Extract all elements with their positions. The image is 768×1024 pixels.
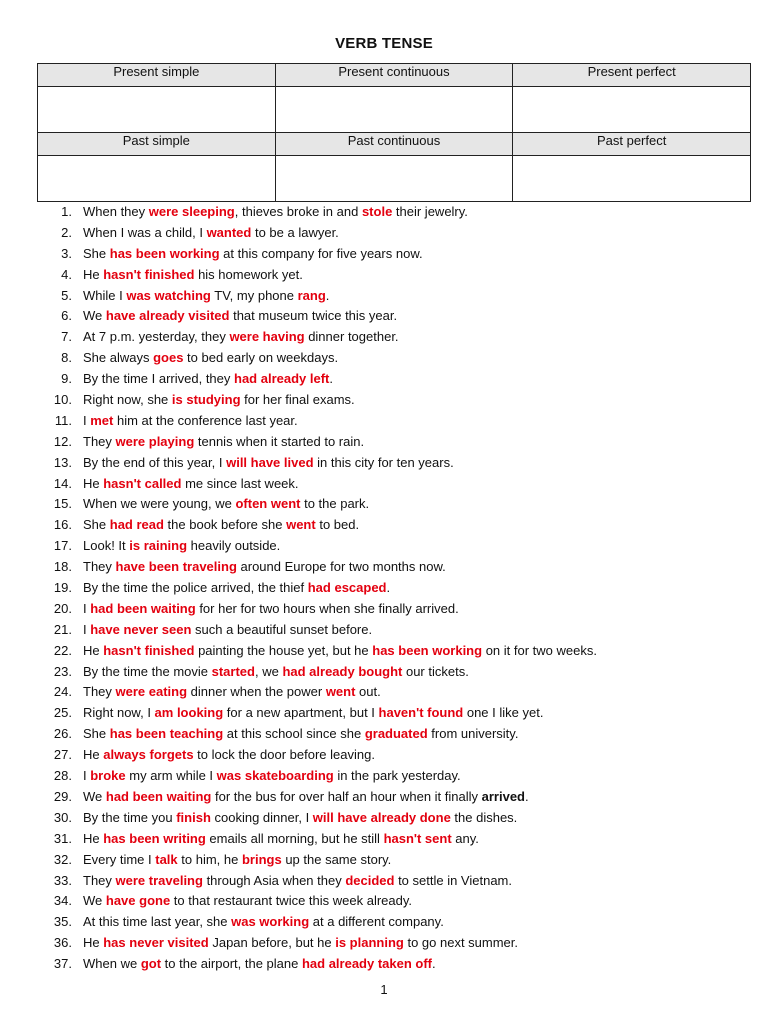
sentence-number: 22. [53,642,72,658]
bold-verb: arrived [481,788,525,804]
sentence-fragment: We [83,893,106,909]
sentence-number: 28. [53,768,72,784]
sentence-fragment: When they [83,204,149,219]
sentence-text [83,474,299,495]
sentence-text [83,286,329,307]
sentence-fragment: She always [83,350,154,366]
sentence-fragment: He [83,642,104,658]
sentence-number: 18. [53,559,72,575]
verb-answer: has been working [109,245,220,261]
sentence-fragment: TV, my phone [210,287,298,303]
blank-cell [513,87,751,133]
sentence-item [0,641,768,662]
sentence-item [0,306,768,327]
page-number: 1 [380,982,388,997]
tense-table [37,63,751,202]
sentence-text [83,536,280,557]
tense-table-blank-row [38,87,751,133]
blank-cell [275,156,513,202]
sentence-fragment: At this time last year, she [83,914,232,930]
verb-answer: had already bought [282,663,403,679]
sentence-number: 19. [53,580,72,596]
header-past-simple: Past simple [38,133,276,156]
sentence-fragment: to be a lawyer. [251,224,339,240]
sentence-fragment: They [83,872,116,888]
sentence-number: 7. [61,329,72,345]
sentence-fragment: She [83,726,110,742]
sentence-fragment: I [83,600,91,616]
header-present-continuous: Present continuous [275,64,513,87]
sentence-fragment: We [83,308,106,324]
sentence-number: 6. [61,308,72,324]
sentence-text [83,954,436,975]
sentence-text [83,808,517,829]
sentence-fragment: painting the house yet, but he [194,642,373,658]
sentence-fragment: By the time the police arrived, the thief [83,580,308,596]
sentence-fragment: at a different company. [309,914,444,930]
sentence-text [83,703,543,724]
verb-answer: goes [153,350,184,366]
sentence-number: 23. [53,663,72,679]
verb-answer: were playing [115,433,195,449]
header-present-simple: Present simple [38,64,276,87]
sentence-fragment: to go next summer. [403,935,519,951]
verb-answer: finish [176,809,211,825]
sentence-fragment: to the airport, the plane [161,956,302,972]
sentence-fragment: I [83,621,91,637]
sentence-number: 21. [53,621,72,637]
sentence-item [0,745,768,766]
verb-answer: were eating [115,684,188,700]
sentence-fragment: At 7 p.m. yesterday, they [83,329,230,345]
verb-answer: has been teaching [109,726,224,742]
sentence-fragment: me since last week. [181,475,299,491]
verb-answer: had escaped [307,580,387,596]
sentence-number: 31. [53,830,72,846]
sentence-fragment: their jewelry. [392,204,468,219]
verb-answer: had read [109,517,164,533]
sentence-item [0,662,768,683]
sentence-fragment: They [83,433,116,449]
verb-answer: started [211,663,255,679]
sentence-text [83,265,303,286]
sentence-number: 13. [53,454,72,470]
sentence-text [83,369,333,390]
sentence-number: 30. [53,809,72,825]
sentence-fragment: By the time the movie [83,663,212,679]
sentence-fragment: on it for two weeks. [482,642,597,658]
sentence-text [83,411,298,432]
sentence-text [83,202,468,223]
sentence-number: 17. [53,538,72,554]
verb-answer: went [286,517,316,533]
sentence-fragment: Right now, she [83,392,172,408]
sentence-item [0,348,768,369]
verb-answer: were having [229,329,305,345]
sentence-fragment: dinner when the power [187,684,326,700]
sentence-fragment: He [83,475,104,491]
sentence-number: 27. [53,747,72,763]
sentence-number: 2. [61,224,72,240]
sentence-item [0,850,768,871]
sentence-fragment: at this school since she [223,726,365,742]
verb-answer: had already left [234,371,330,387]
sentence-text [83,494,369,515]
page-title: VERB TENSE [335,35,433,52]
sentence-text [83,641,597,662]
sentence-fragment: I [83,768,91,784]
sentence-fragment: . [386,580,391,596]
verb-answer: has been writing [103,830,206,846]
sentence-fragment: up the same story. [281,851,392,867]
sentence-item [0,766,768,787]
verb-answer: have already visited [105,308,230,324]
sentence-item [0,682,768,703]
sentence-fragment: my arm while I [125,768,217,784]
verb-answer: hasn't finished [103,266,195,282]
sentence-fragment: When I was a child, I [83,224,207,240]
sentence-number: 24. [53,684,72,700]
verb-answer: am looking [154,705,224,721]
sentence-fragment: to bed early on weekdays. [183,350,339,366]
sentence-number: 9. [61,371,72,387]
sentence-fragment: our tickets. [402,663,469,679]
tense-table-header-row [38,64,751,87]
sentence-text [83,766,461,787]
sentence-text [83,244,423,265]
verb-answer: will have already done [312,809,451,825]
verb-answer: often went [235,496,301,512]
sentence-fragment: He [83,830,104,846]
sentence-fragment: to him, he [177,851,242,867]
sentence-item [0,557,768,578]
sentence-item [0,390,768,411]
header-present-perfect: Present perfect [513,64,751,87]
sentence-number: 25. [53,705,72,721]
verb-answer: rang [297,287,326,303]
sentence-fragment: By the time you [83,809,177,825]
sentence-text [83,327,399,348]
sentence-number: 37. [53,956,72,972]
sentence-fragment: emails all morning, but he still [205,830,384,846]
verb-answer: has been working [372,642,483,658]
verb-answer: has never visited [103,935,209,951]
sentence-fragment: , thieves broke in and [234,204,362,219]
sentence-fragment: tennis when it started to rain. [194,433,365,449]
sentence-number: 10. [53,392,72,408]
sentence-item [0,286,768,307]
sentence-item [0,703,768,724]
verb-answer: went [325,684,356,700]
sentence-item [0,494,768,515]
sentence-number: 20. [53,600,72,616]
verb-answer: have never seen [90,621,192,637]
sentence-fragment: to the park. [300,496,370,512]
blank-cell [38,156,276,202]
verb-answer: graduated [364,726,428,742]
sentence-text [83,390,355,411]
sentence-list [0,202,768,975]
sentence-number: 11. [54,412,72,428]
sentence-fragment: any. [451,830,479,846]
sentence-text [83,682,381,703]
sentence-fragment: out. [355,684,381,700]
sentence-item [0,265,768,286]
sentence-fragment: cooking dinner, I [210,809,313,825]
sentence-fragment: I [83,412,91,428]
sentence-number: 32. [53,851,72,867]
sentence-item [0,453,768,474]
sentence-number: 34. [53,893,72,909]
sentence-fragment: When we were young, we [83,496,236,512]
sentence-text [83,223,339,244]
sentence-fragment: Look! It [83,538,130,554]
sentence-fragment: in this city for ten years. [313,454,454,470]
sentence-fragment: When we [83,956,141,972]
verb-answer: will have lived [226,454,314,470]
sentence-text [83,515,359,536]
sentence-fragment: . [525,788,529,804]
sentence-number: 26. [53,726,72,742]
sentence-item [0,369,768,390]
verb-answer: hasn't finished [103,642,195,658]
verb-answer: is studying [171,392,241,408]
sentence-item [0,202,768,223]
sentence-text [83,891,412,912]
sentence-fragment: . [325,287,330,303]
sentence-item [0,620,768,641]
sentence-text [83,745,375,766]
sentence-text [83,871,512,892]
sentence-item [0,912,768,933]
sentence-item [0,432,768,453]
blank-cell [513,156,751,202]
sentence-item [0,578,768,599]
sentence-item [0,954,768,975]
sentence-item [0,871,768,892]
verb-answer: always forgets [103,747,194,763]
sentence-fragment: through Asia when they [202,872,346,888]
sentence-fragment: around Europe for two months now. [236,559,446,575]
sentence-item [0,244,768,265]
verb-answer: was working [231,914,310,930]
sentence-fragment: We [83,788,106,804]
sentence-fragment: the dishes. [450,809,518,825]
sentence-number: 15. [53,496,72,512]
sentence-fragment: dinner together. [304,329,399,345]
sentence-number: 14. [53,475,72,491]
verb-answer: were sleeping [148,204,235,219]
sentence-number: 8. [61,350,72,366]
blank-cell [275,87,513,133]
sentence-text [83,578,390,599]
sentence-fragment: . [432,956,436,972]
sentence-fragment: that museum twice this year. [229,308,398,324]
verb-answer: hasn't called [103,475,182,491]
verb-answer: was skateboarding [216,768,334,784]
sentence-fragment: By the time I arrived, they [83,371,235,387]
sentence-item [0,536,768,557]
sentence-item [0,808,768,829]
sentence-number: 12. [53,433,72,449]
sentence-fragment: the book before she [163,517,287,533]
sentence-item [0,599,768,620]
sentence-fragment: for the bus for over half an hour when it finally [211,788,482,804]
sentence-fragment: Every time I [83,851,156,867]
sentence-item [0,787,768,808]
sentence-number: 16. [53,517,72,533]
sentence-item [0,891,768,912]
sentence-item [0,933,768,954]
sentence-text [83,850,391,871]
verb-answer: decided [345,872,395,888]
sentence-text [83,348,338,369]
sentence-text [83,787,529,808]
sentence-fragment: to that restaurant twice this week already. [170,893,413,909]
verb-answer: is raining [129,538,188,554]
verb-answer: haven't found [378,705,464,721]
verb-answer: had been waiting [105,788,212,804]
sentence-text [83,724,518,745]
header-past-perfect: Past perfect [513,133,751,156]
sentence-fragment: They [83,559,116,575]
sentence-text [83,599,459,620]
blank-cell [38,87,276,133]
sentence-text [83,620,372,641]
sentence-fragment: his homework yet. [194,266,303,282]
verb-answer: broke [90,768,126,784]
verb-answer: met [90,412,114,428]
verb-answer: talk [155,851,178,867]
verb-answer: had been waiting [90,600,196,616]
sentence-text [83,829,479,850]
sentence-fragment: in the park yesterday. [333,768,461,784]
sentence-number: 36. [53,935,72,951]
sentence-text [83,933,518,954]
verb-answer: got [140,956,162,972]
sentence-item [0,474,768,495]
sentence-item [0,724,768,745]
verb-answer: had already taken off [301,956,433,972]
sentence-fragment: He [83,935,104,951]
sentence-item [0,327,768,348]
tense-table-header-row [38,133,751,156]
sentence-number: 4. [61,266,72,282]
sentence-text [83,557,446,578]
sentence-fragment: for a new apartment, but I [223,705,379,721]
sentence-item [0,829,768,850]
sentence-fragment: at this company for five years now. [219,245,423,261]
sentence-text [83,306,397,327]
verb-answer: was watching [126,287,211,303]
sentence-fragment: She [83,245,110,261]
sentence-fragment: . [329,371,334,387]
sentence-fragment: They [83,684,116,700]
sentence-fragment: Japan before, but he [208,935,336,951]
sentence-fragment: him at the conference last year. [113,412,298,428]
sentence-fragment: While I [83,287,127,303]
verb-answer: hasn't sent [383,830,452,846]
sentence-item [0,411,768,432]
sentence-item [0,515,768,536]
header-past-continuous: Past continuous [275,133,513,156]
sentence-fragment: from university. [427,726,519,742]
verb-answer: stole [361,204,393,219]
sentence-fragment: Right now, I [83,705,155,721]
sentence-fragment: She [83,517,110,533]
verb-answer: brings [241,851,282,867]
sentence-number: 1. [61,204,72,219]
sentence-fragment: By the end of this year, I [83,454,227,470]
verb-answer: were traveling [115,872,203,888]
sentence-fragment: such a beautiful sunset before. [191,621,373,637]
sentence-number: 33. [53,872,72,888]
sentence-text [83,662,469,683]
sentence-fragment: heavily outside. [187,538,281,554]
sentence-fragment: to lock the door before leaving. [193,747,375,763]
sentence-number: 5. [61,287,72,303]
sentence-fragment: He [83,747,104,763]
sentence-item [0,223,768,244]
verb-answer: have been traveling [115,559,237,575]
sentence-number: 35. [53,914,72,930]
tense-table-blank-row [38,156,751,202]
sentence-fragment: for her final exams. [240,392,355,408]
sentence-fragment: He [83,266,104,282]
sentence-text [83,912,444,933]
sentence-number: 29. [53,788,72,804]
sentence-fragment: to bed. [315,517,360,533]
verb-answer: wanted [206,224,252,240]
sentence-text [83,453,454,474]
verb-answer: is planning [335,935,404,951]
sentence-fragment: one I like yet. [463,705,544,721]
sentence-number: 3. [61,245,72,261]
sentence-fragment: for her for two hours when she finally arrived. [195,600,459,616]
sentence-text [83,432,364,453]
sentence-fragment: to settle in Vietnam. [394,872,512,888]
sentence-fragment: , we [254,663,283,679]
verb-answer: have gone [105,893,171,909]
